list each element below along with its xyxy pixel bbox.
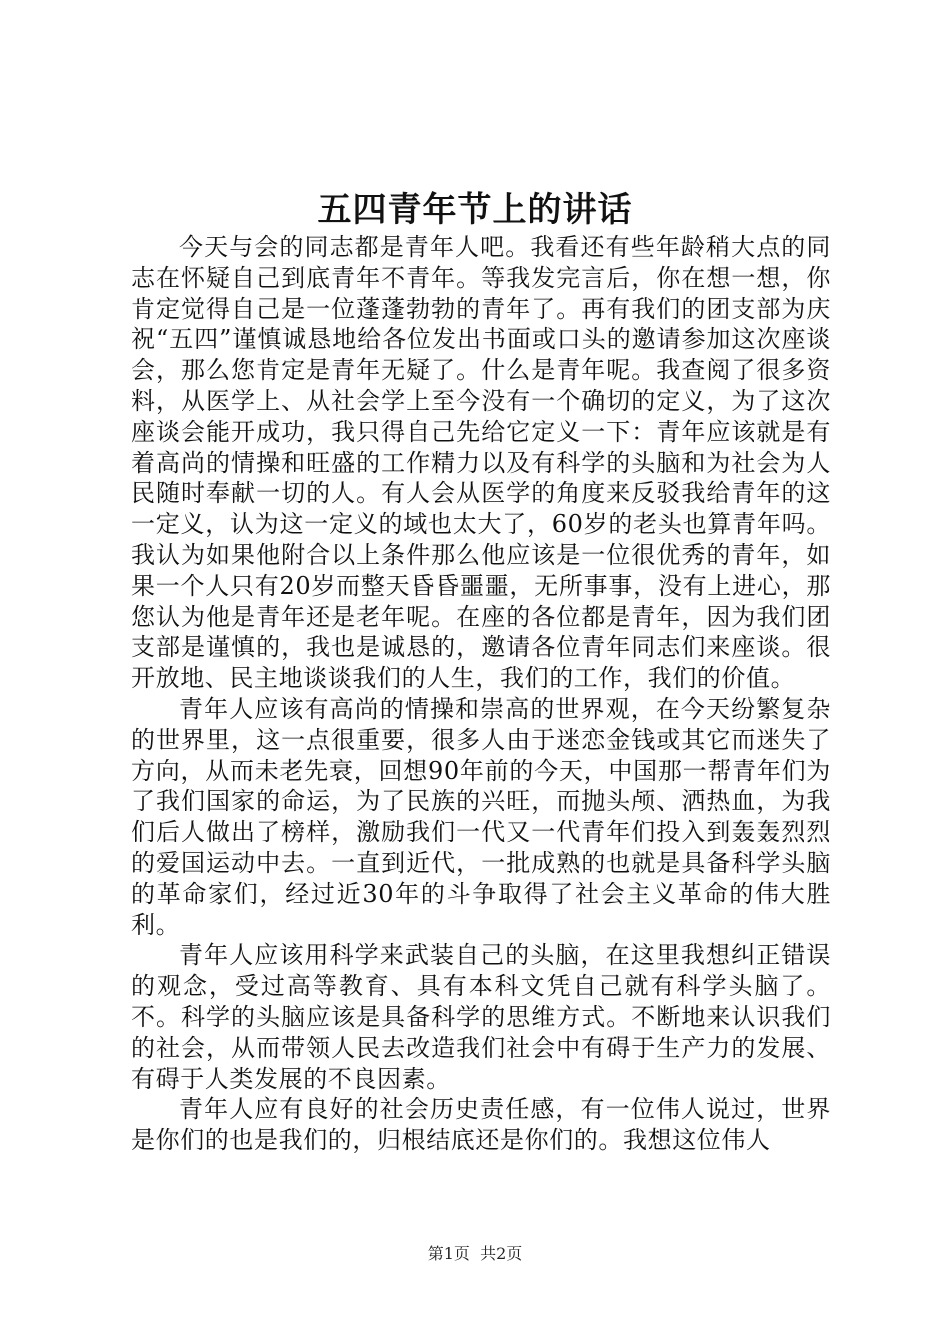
paragraph: 青年人应该用科学来武装自己的头脑，在这里我想纠正错误的观念，受过高等教育、具有本科文凭自己就有科学头脑了。不。科学的头脑应该是具备科学的思维方式。不断地来认识我们的社会，从而带领人民去改造我们社会中有碍于生产力的发展、有碍于人类发展的不良因素。	[131, 941, 831, 1093]
page-number: 第1页	[427, 1244, 470, 1263]
paragraph: 青年人应有良好的社会历史责任感，有一位伟人说过，世界是你们的也是我们的，归根结底还是你们的。我想这位伟人	[131, 1095, 831, 1155]
paragraph: 青年人应该有高尚的情操和崇高的世界观，在今天纷繁复杂的世界里，这一点很重要，很多人由于迷恋金钱或其它而迷失了方向，从而未老先衰，回想90年前的今天，中国那一帮青年们为了我们国家的命运，为了民族的兴旺，而抛头颅、洒热血，为我们后人做出了榜样，激励我们一代又一代青年们投入到轰轰烈烈的爱国运动中去。一直到近代，一批成熟的也就是具备科学头脑的革命家们，经过近30年的斗争取得了社会主义革命的伟大胜利。	[131, 694, 831, 939]
document-body	[131, 232, 831, 1156]
page-total: 共2页	[480, 1244, 523, 1263]
page-footer	[0, 1242, 950, 1266]
footer-spacer	[470, 1244, 480, 1263]
paragraph: 今天与会的同志都是青年人吧。我看还有些年龄稍大点的同志在怀疑自己到底青年不青年。等我发完言后，你在想一想，你肯定觉得自己是一位蓬蓬勃勃的青年了。再有我们的团支部为庆祝“五四”谨慎诚恳地给各位发出书面或口头的邀请参加这次座谈会，那么您肯定是青年无疑了。什么是青年呢。我查阅了很多资料，从医学上、从社会学上至今没有一个确切的定义，为了这次座谈会能开成功，我只得自己先给它定义一下：青年应该就是有着高尚的情操和旺盛的工作精力以及有科学的头脑和为社会为人民随时奉献一切的人。有人会从医学的角度来反驳我给青年的这一定义，认为这一定义的域也太大了，60岁的老头也算青年吗。我认为如果他附合以上条件那么他应该是一位很优秀的青年，如果一个人只有20岁而整天昏昏噩噩，无所事事，没有上进心，那您认为他是青年还是老年呢。在座的各位都是青年，因为我们团支部是谨慎的，我也是诚恳的，邀请各位青年同志们来座谈。很开放地、民主地谈谈我们的人生，我们的工作，我们的价值。	[131, 233, 831, 693]
document-title: 五四青年节上的讲话	[317, 190, 633, 230]
